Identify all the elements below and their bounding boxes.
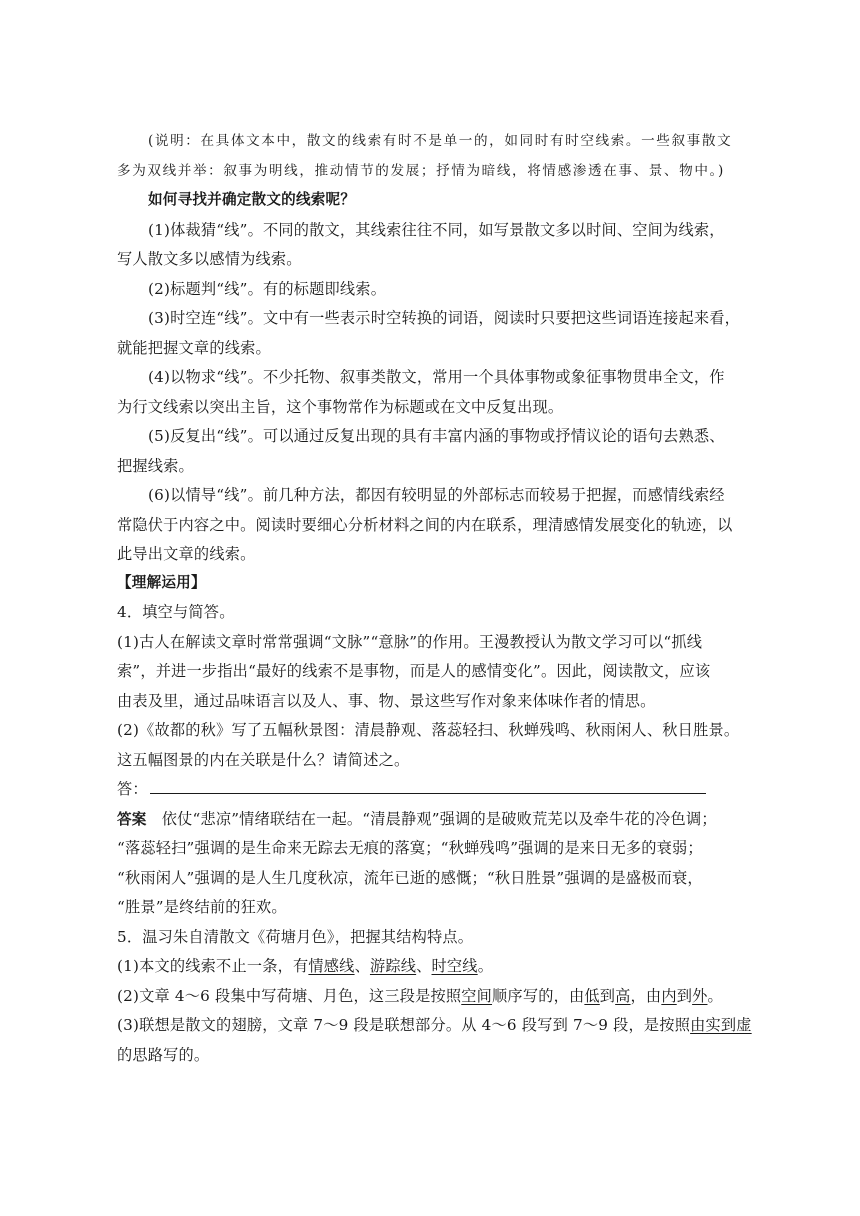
answer-line-2: “落蕊轻扫”强调的是生命来无踪去无痕的落寞；“秋蝉残鸣”强调的是来日无多的衰弱； bbox=[117, 839, 703, 857]
note-line-1: (说明：在具体文本中，散文的线索有时不是单一的，如同时有时空线索。一些叙事散文 bbox=[148, 133, 733, 149]
method-3-line-1: (3)时空连“线”。文中有一些表示时空转换的词语，阅读时只要把这些词语连接起来看， bbox=[148, 309, 740, 327]
answer-line-4: “胜景”是终结前的狂欢。 bbox=[117, 898, 287, 916]
q5-p2-mid-1: 顺序写的，由 bbox=[492, 987, 585, 1005]
q5-p1-underline-2: 游踪线 bbox=[369, 957, 417, 975]
answer-line-1 bbox=[117, 808, 737, 831]
answer-prefix: 答： bbox=[117, 780, 148, 798]
method-5-line-2: 把握线索。 bbox=[117, 457, 194, 475]
method-4-line-1: (4)以物求“线”。不少托物、叙事类散文，常用一个具体事物或象征事物贯串全文，作 bbox=[148, 368, 725, 386]
q5-p2-underline-5: 外 bbox=[692, 987, 708, 1005]
q4-answer-line bbox=[117, 778, 737, 800]
section-label: 【理解运用】 bbox=[117, 574, 206, 591]
q4-p1-line-2: 索”，并进一步指出“最好的线索不是事物，而是人的感情变化”。因此，阅读散文，应该 bbox=[117, 662, 711, 680]
answer-line-3: “秋雨闲人”强调的是人生几度秋凉，流年已逝的感慨；“秋日胜景”强调的是盛极而衰， bbox=[117, 869, 703, 887]
q5-p2-underline-3: 高 bbox=[615, 987, 631, 1005]
question-heading: 如何寻找并确定散文的线索呢？ bbox=[148, 191, 356, 208]
note-line-2: 多为双线并举：叙事为明线，推动情节的发展；抒情为暗线，将情感渗透在事、景、物中。) bbox=[117, 163, 725, 179]
method-3-line-2: 就能把握文章的线索。 bbox=[117, 339, 271, 357]
method-1-line-2: 写人散文多以感情为线索。 bbox=[117, 250, 302, 268]
q5-p2-underline-4: 内 bbox=[661, 987, 677, 1005]
q5-p1-end: 。 bbox=[477, 957, 494, 975]
method-6-line-2: 常隐伏于内容之中。阅读时要细心分析材料之间的内在联系，理清感情发展变化的轨迹，以 bbox=[117, 516, 733, 534]
q5-p2-pre: (2)文章 4～6 段集中写荷塘、月色，这三段是按照 bbox=[117, 987, 462, 1005]
answer-blank[interactable] bbox=[150, 779, 706, 794]
method-2: (2)标题判“线”。有的标题即线索。 bbox=[148, 280, 387, 298]
method-1-line-1: (1)体裁猜“线”。不同的散文，其线索往往不同，如写景散文多以时间、空间为线索， bbox=[148, 221, 725, 239]
q5-p2-underline-1: 空间 bbox=[461, 987, 493, 1005]
q5-p1-sep-2: 、 bbox=[416, 957, 432, 975]
q4-p1-line-3: 由表及里，通过品味语言以及人、事、物、景这些写作对象来体味作者的情思。 bbox=[117, 692, 656, 710]
method-5-line-1: (5)反复出“线”。可以通过反复出现的具有丰富内涵的事物或抒情议论的语句去熟悉、 bbox=[148, 427, 725, 445]
q5-p2 bbox=[117, 985, 737, 1007]
q4-p2-line-2: 这五幅图景的内在关联是什么？请简述之。 bbox=[117, 751, 410, 769]
q4-title: 4．填空与简答。 bbox=[117, 603, 235, 621]
method-4-line-2: 为行文线索以突出主旨，这个事物常作为标题或在文中反复出现。 bbox=[117, 398, 564, 416]
q4-p2-line-1: (2)《故都的秋》写了五幅秋景图：清晨静观、落蕊轻扫、秋蝉残鸣、秋雨闲人、秋日胜景。 bbox=[117, 721, 740, 739]
method-6-line-3: 此导出文章的线索。 bbox=[117, 545, 256, 563]
q5-p2-mid-4: 到 bbox=[676, 987, 693, 1005]
q5-p2-mid-3: ，由 bbox=[630, 987, 662, 1005]
q5-p1-underline-1: 情感线 bbox=[308, 957, 355, 975]
q4-p1-line-1: (1)古人在解读文章时常常强调“文脉”“意脉”的作用。王漫教授认为散文学习可以“抓线 bbox=[117, 633, 703, 651]
q5-title: 5．温习朱自清散文《荷塘月色》，把握其结构特点。 bbox=[117, 928, 474, 946]
answer-label: 答案 bbox=[117, 811, 147, 828]
q5-p3-continued: 的思路写的。 bbox=[117, 1046, 210, 1064]
q5-p1-underline-3: 时空线 bbox=[431, 957, 478, 975]
answer-text-1: 依仗“悲凉”情绪联结在一起。“清晨静观”强调的是破败荒芜以及牵牛花的冷色调； bbox=[161, 810, 717, 828]
q5-p1-pre: (1)本文的线索不止一条，有 bbox=[117, 957, 309, 975]
q5-p2-end: 。 bbox=[707, 987, 723, 1005]
q5-p3-underline-1: 由实到虚 bbox=[690, 1016, 752, 1034]
method-6-line-1: (6)以情导“线”。前几种方法，都因有较明显的外部标志而较易于把握，而感情线索经 bbox=[148, 486, 725, 504]
q5-p3-pre: (3)联想是散文的翅膀，文章 7～9 段是联想部分。从 4～6 段写到 7～9 段，是按照 bbox=[117, 1016, 691, 1034]
q5-p3 bbox=[117, 1014, 752, 1036]
q5-p2-mid-2: 到 bbox=[599, 987, 616, 1005]
q5-p2-underline-2: 低 bbox=[584, 987, 600, 1005]
q5-p1-sep-1: 、 bbox=[354, 957, 370, 975]
q5-p1 bbox=[117, 955, 737, 977]
